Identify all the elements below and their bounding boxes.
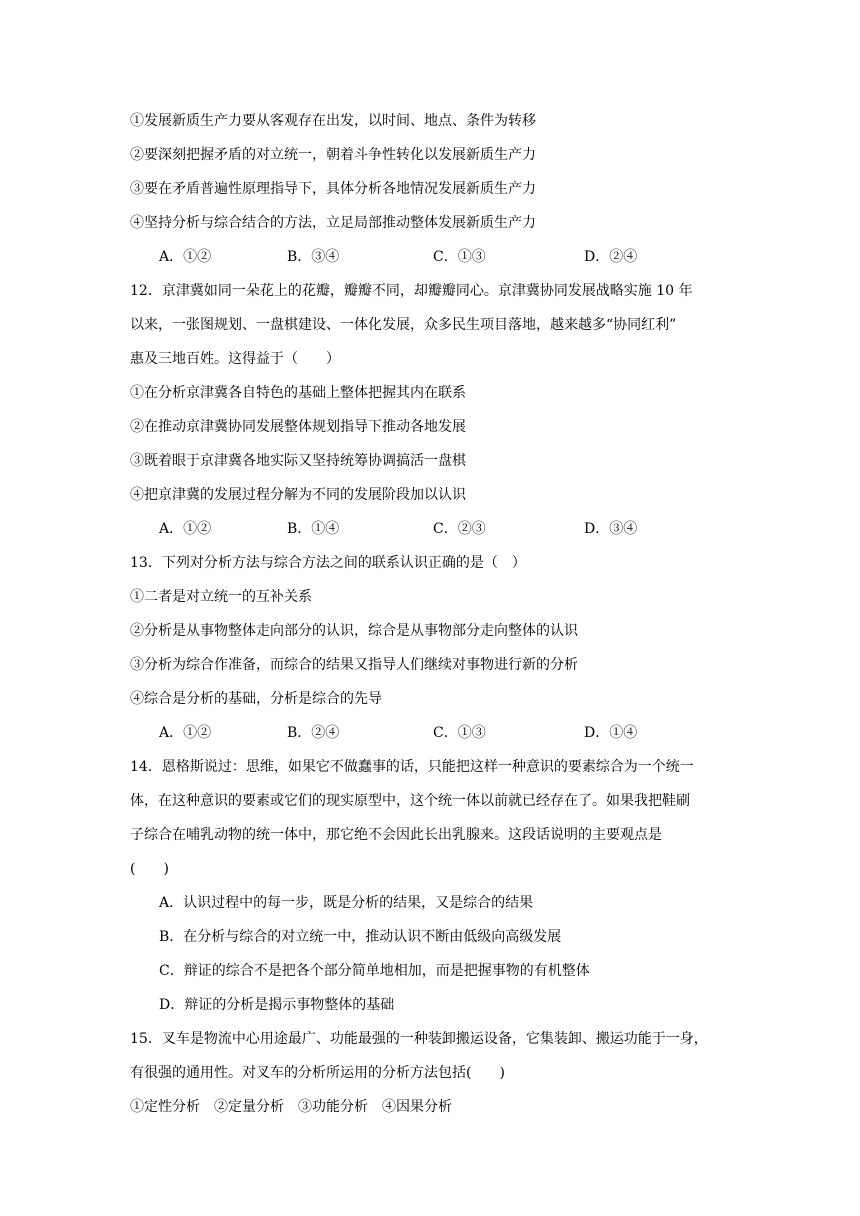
option-a: A．认识过程中的每一步，既是分析的结果，又是综合的结果: [159, 895, 534, 911]
option-c: C．①③: [433, 249, 486, 265]
question-14-stem-line-3: 子综合在哺乳动物的统一体中，那它绝不会因此长出乳腺来。这段话说明的主要观点是: [130, 827, 662, 843]
question-15-block: [130, 1026, 735, 1128]
question-12-stem-line-1: 12．京津冀如同一朵花上的花瓣，瓣瓣不同，却瓣瓣同心。京津冀协同发展战略实施 10 年: [130, 283, 693, 299]
option-c: C．辩证的综合不是把各个部分简单地相加，而是把握事物的有机整体: [159, 963, 590, 979]
question-15-stem-line-2: 有很强的通用性。对叉车的分析所运用的分析方法包括( ): [130, 1065, 505, 1081]
question-12-block: [130, 278, 735, 550]
question-13-stem: 13．下列对分析方法与综合方法之间的联系认识正确的是（ ）: [130, 555, 526, 571]
statement-2: ②分析是从事物整体走向部分的认识，综合是从事物部分走向整体的认识: [130, 623, 578, 639]
question-14-block: [130, 754, 735, 1026]
option-b: B．在分析与综合的对立统一中，推动认识不断由低级向高级发展: [159, 929, 562, 945]
statement-4: ④坚持分析与综合结合的方法，立足局部推动整体发展新质生产力: [130, 215, 536, 231]
question-14-stem-line-4: ( ): [130, 861, 169, 877]
question-12-stem-line-2: 以来，一张图规划、一盘棋建设、一体化发展，众多民生项目落地，越来越多“协同红利”: [130, 317, 677, 333]
option-d: D．②④: [584, 249, 638, 265]
statement-4: ④把京津冀的发展过程分解为不同的发展阶段加以认识: [130, 487, 466, 503]
option-b: B．②④: [287, 725, 340, 741]
option-d: D．③④: [584, 521, 638, 537]
option-d: D．①④: [584, 725, 638, 741]
question-14-stem-line-2: 体，在这种意识的要素或它们的现实原型中，这个统一体以前就已经存在了。如果我把鞋刷: [130, 793, 690, 809]
option-b: B．①④: [287, 521, 340, 537]
answer-options: [130, 244, 735, 278]
statement-1: ①发展新质生产力要从客观存在出发，以时间、地点、条件为转移: [130, 113, 536, 129]
option-c: C．②③: [433, 521, 486, 537]
statement-3: ③分析为综合作准备，而综合的结果又指导人们继续对事物进行新的分析: [130, 657, 578, 673]
option-a: A．①②: [159, 249, 212, 265]
question-12-stem-line-3: 惠及三地百姓。这得益于（ ）: [130, 351, 340, 367]
option-b: B．③④: [287, 249, 340, 265]
option-c: C．①③: [433, 725, 486, 741]
question-13-block: [130, 550, 735, 754]
question-15-statements: ①定性分析 ②定量分析 ③功能分析 ④因果分析: [130, 1099, 452, 1115]
answer-options: [130, 720, 735, 754]
option-a: A．①②: [159, 725, 212, 741]
document-content: [130, 108, 735, 1128]
question-15-stem-line-1: 15．叉车是物流中心用途最广、功能最强的一种装卸搬运设备，它集装卸、搬运功能于一身，: [130, 1031, 708, 1047]
statement-1: ①二者是对立统一的互补关系: [130, 589, 312, 605]
statement-4: ④综合是分析的基础，分析是综合的先导: [130, 691, 382, 707]
statement-2: ②在推动京津冀协同发展整体规划指导下推动各地发展: [130, 419, 466, 435]
option-a: A．①②: [159, 521, 212, 537]
statement-1: ①在分析京津冀各自特色的基础上整体把握其内在联系: [130, 385, 466, 401]
question-11-block: [130, 108, 735, 278]
statement-2: ②要深刻把握矛盾的对立统一，朝着斗争性转化以发展新质生产力: [130, 147, 536, 163]
statement-3: ③既着眼于京津冀各地实际又坚持统筹协调搞活一盘棋: [130, 453, 466, 469]
answer-options: [130, 516, 735, 550]
statement-3: ③要在矛盾普遍性原理指导下，具体分析各地情况发展新质生产力: [130, 181, 536, 197]
option-d: D．辩证的分析是揭示事物整体的基础: [159, 997, 395, 1013]
question-14-stem-line-1: 14．恩格斯说过：思维，如果它不做蠢事的话，只能把这样一种意识的要素综合为一个统一: [130, 759, 694, 775]
